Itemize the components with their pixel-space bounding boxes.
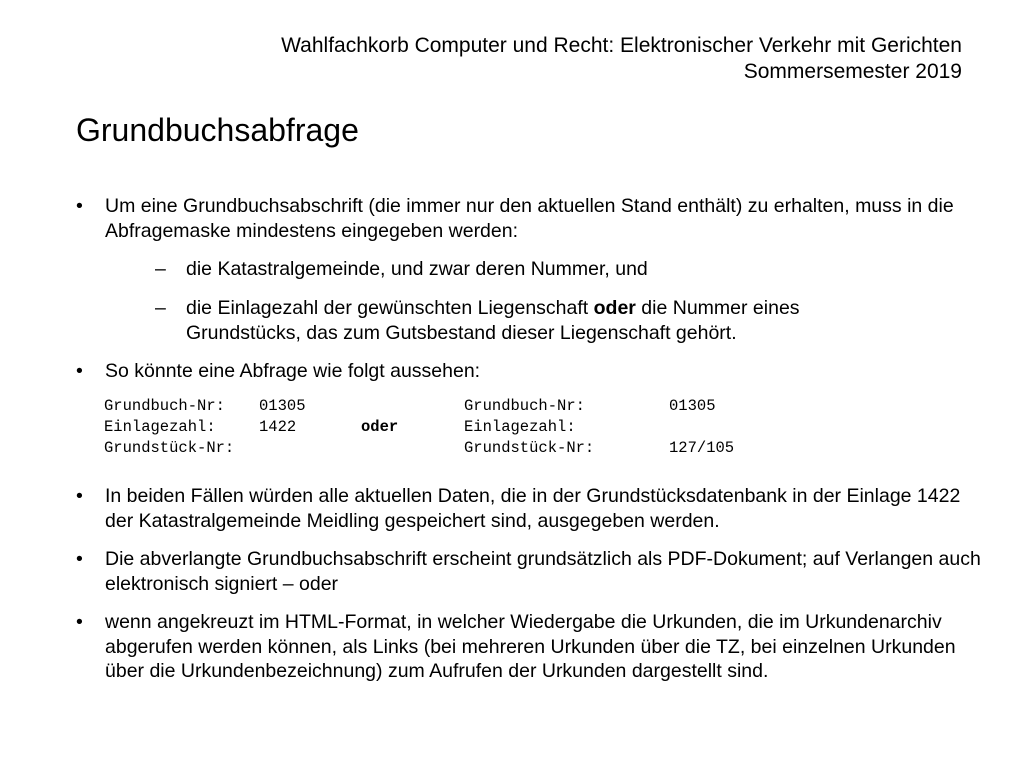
bullet-icon: • (76, 611, 83, 633)
bullet-text: So könnte eine Abfrage wie folgt aussehen: (105, 360, 481, 382)
bullet-icon: • (76, 360, 83, 382)
example-right-value-1: 01305 (669, 397, 716, 415)
slide-title: Grundbuchsabfrage (76, 112, 359, 148)
example-left-label-2: Einlagezahl: (104, 418, 216, 436)
example-right-label-2: Einlagezahl: (464, 418, 576, 436)
sub-text (186, 296, 915, 345)
example-left-value-1: 01305 (259, 397, 306, 415)
example-separator: oder (361, 418, 399, 436)
example-right-value-3: 127/105 (669, 439, 735, 457)
bullet-icon: • (76, 195, 83, 217)
example-left-label-1: Grundbuch-Nr: (104, 397, 225, 415)
dash-icon: – (155, 258, 166, 280)
course-title: Wahlfachkorb Computer und Recht: Elektronischer Verkehr mit Gerichten (281, 34, 962, 57)
sub-text-bold: oder (593, 297, 636, 319)
bullet-item (76, 610, 991, 684)
slide-header (281, 33, 962, 85)
bullet-text: In beiden Fällen würden alle aktuellen Daten, die in der Grundstücksdatenbank in der Einlage 1422 der Katastralgemeinde Meidling gespeichert sind, ausgegeben werden. (105, 485, 961, 532)
sub-text-before: die Einlagezahl der gewünschten Liegenschaft (186, 297, 594, 319)
semester: Sommersemester 2019 (743, 60, 962, 83)
bullet-text: wenn angekreuzt im HTML-Format, in welcher Wiedergabe die Urkunden, die im Urkundenarchiv abgerufen werden können, als Links (bei mehreren Urkunden über die TZ, bei einzelnen Urkunden über die Urkundenbezeichnung) zum Aufrufen der Urkunden dargestellt sind. (105, 611, 956, 682)
dash-icon: – (155, 297, 166, 319)
example-right-label-1: Grundbuch-Nr: (464, 397, 585, 415)
sub-text-after: die Nummer eines Grundstücks, das zum Gutsbestand dieser Liegenschaft gehört. (186, 297, 800, 344)
bullet-item (76, 484, 991, 533)
bullet-icon: • (76, 548, 83, 570)
sub-text: die Katastralgemeinde, und zwar deren Nummer, und (186, 258, 648, 280)
bullet-icon: • (76, 485, 83, 507)
sub-item (155, 257, 915, 282)
example-left-value-2: 1422 (259, 418, 297, 436)
example-right-label-3: Grundstück-Nr: (464, 439, 595, 457)
bullet-text: Um eine Grundbuchsabschrift (die immer nur den aktuellen Stand enthält) zu erhalten, muss in die Abfragemaske mindestens eingegeben werden: (105, 195, 954, 242)
bullet-item (76, 359, 991, 384)
example-left-label-3: Grundstück-Nr: (104, 439, 235, 457)
bullet-text: Die abverlangte Grundbuchsabschrift erscheint grundsätzlich als PDF-Dokument; auf Verlangen auch elektronisch signiert – oder (105, 548, 981, 595)
bullet-item (76, 194, 991, 243)
bullet-item (76, 547, 991, 596)
sub-item (155, 296, 915, 345)
